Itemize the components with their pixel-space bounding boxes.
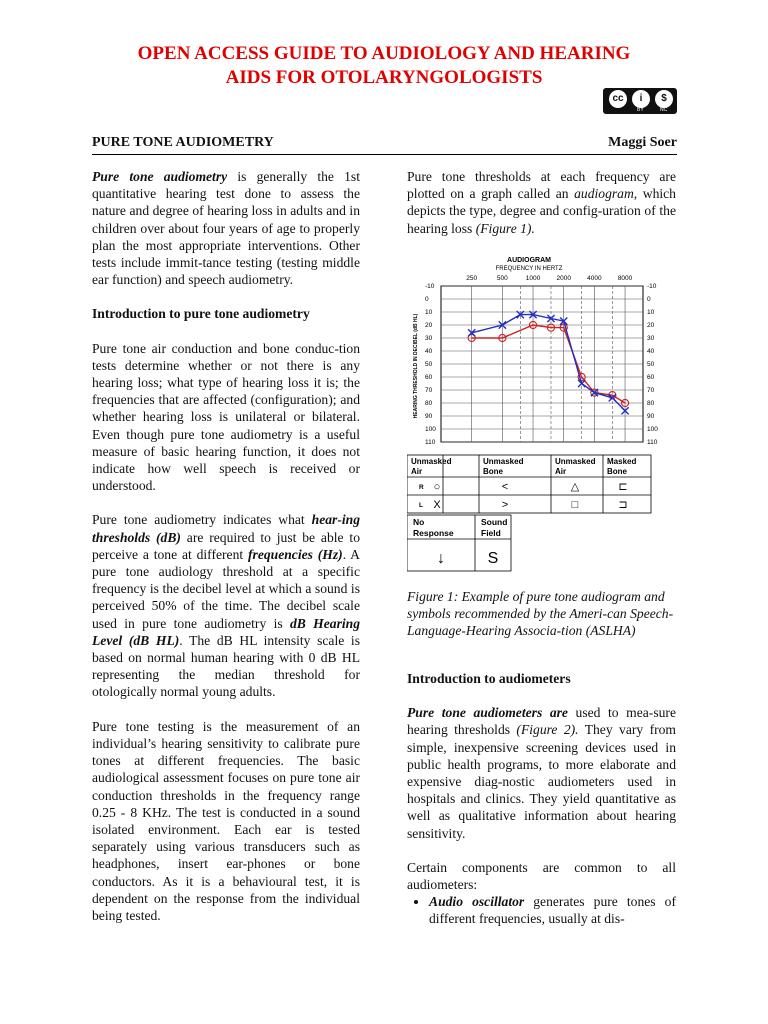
title-line-1: OPEN ACCESS GUIDE TO AUDIOLOGY AND HEARING [137, 43, 631, 64]
paragraph-testing: Pure tone testing is the measurement of an individual’s hearing sensitivity to calibrate pure tones at different frequencies. The basic audiological assessment focuses on pure tone air conduction thresholds in the frequency range 0.25 - 8 KHz. The test is conducted in a sound isolated environment. Each ear is tested separately using various transducers such as headphones, insert ear-phones or bone conductors. As it is a behavioural test, it is dependent on the response from the individual being tested. [92, 718, 360, 923]
chart-title: AUDIOGRAM [507, 257, 551, 264]
chart-subtitle: FREQUENCY IN HERTZ [495, 266, 563, 272]
title-line-2: AIDS FOR OTOLARYNGOLOGISTS [225, 67, 543, 88]
y-tick-label-right: 90 [647, 413, 655, 420]
right-column-top [407, 168, 676, 254]
y-tick-label-right: -10 [647, 283, 657, 290]
x-tick-label: 1000 [525, 275, 541, 282]
y-tick-label-right: 70 [647, 387, 655, 394]
y-tick-label-left: 0 [425, 296, 429, 303]
audiogram-figure [407, 254, 677, 584]
y-tick-label-left: 20 [425, 322, 433, 329]
x-tick-label: 8000 [617, 275, 633, 282]
left-column [92, 168, 360, 941]
legend-symbol: X [433, 499, 441, 511]
paragraph-intro: Pure tone audiometry is generally the 1st quantitative hearing test done to assess the nature and degree of hearing loss in adults and in children over about four years of age to properly plan the most appropriate interventions. Other tests include immit-tance testing (testing middle ear function) and speech audiometry. [92, 169, 360, 288]
legend-header: Air [555, 467, 567, 476]
legend-header: Unmasked [555, 457, 596, 466]
paragraph-components: Certain components are common to all audiometers: [407, 859, 676, 893]
legend-symbol: S [487, 550, 499, 567]
y-tick-label-left: 60 [425, 374, 433, 381]
heading-intro-pta: Introduction to pure tone audiometry [92, 306, 310, 322]
legend-header: Bone [483, 467, 503, 476]
legend-header: Masked [607, 457, 637, 466]
x-tick-label: 250 [466, 275, 478, 282]
license-by: BY [637, 107, 644, 113]
paragraph-audiogram: Pure tone thresholds at each frequency are plotted on a graph called an audiogram, which depicts the type, degree and config-uration of the hearing loss (Figure 1). [407, 169, 676, 236]
paragraph-thresholds: Pure tone audiometry indicates what hear-ing thresholds (dB) are required to just be able to perceive a tone at different frequencies (Hz). A pure tone audiology threshold at a specific frequency is the decibel level at which a sound is perceived 50% of the time. The decibel scale used in pure tone audiometry is dB Hearing Level (dB HL). The dB HL intensity scale is based on normal human hearing with 0 dB HL representing the median threshold for otologically normal young adults. [92, 512, 361, 700]
y-tick-label-right: 20 [647, 322, 655, 329]
y-tick-label-right: 50 [647, 361, 655, 368]
legend-header: No [413, 517, 425, 527]
y-tick-label-left: 80 [425, 400, 433, 407]
y-tick-label-left: 50 [425, 361, 433, 368]
component-list [407, 893, 676, 927]
legend-header: Response [413, 528, 454, 538]
license-nc: NC [660, 107, 668, 113]
list-item: • Audio oscillator generates pure tones of different frequencies, usually at dis- [429, 893, 676, 927]
legend-row-label: L [419, 502, 423, 509]
y-tick-label-left: 70 [425, 387, 433, 394]
legend-header: Field [481, 528, 501, 538]
legend-symbol: △ [570, 481, 580, 493]
legend-symbol: < [501, 481, 509, 493]
y-tick-label-left: 90 [425, 413, 433, 420]
legend-symbol: □ [571, 499, 579, 511]
y-tick-label-right: 60 [647, 374, 655, 381]
y-tick-label-right: 100 [647, 426, 658, 433]
attribution-icon: i [632, 90, 650, 108]
y-tick-label-right: 80 [647, 400, 655, 407]
figure-caption: Figure 1: Example of pure tone audiogram and symbols recommended by the Ameri-can Speech-Language-Hearing Associa-tion (ASLHA) [407, 589, 674, 639]
y-tick-label-right: 0 [647, 296, 651, 303]
y-tick-label-left: 30 [425, 335, 433, 342]
noncommercial-icon: $ [655, 90, 673, 108]
legend-symbol: ⊏ [618, 481, 628, 493]
section-header [92, 135, 677, 155]
legend-row-label: R [419, 484, 424, 491]
right-column-bottom [407, 670, 676, 928]
legend-header: Sound [481, 517, 508, 527]
legend-header: Unmasked [483, 457, 524, 466]
y-tick-label-left: 40 [425, 348, 433, 355]
legend-symbol: ↓ [437, 550, 445, 567]
y-tick-label-right: 30 [647, 335, 655, 342]
author: Maggi Soer [608, 135, 677, 150]
legend-header: Air [411, 467, 423, 476]
heading-audiometers: Introduction to audiometers [407, 671, 571, 686]
x-tick-label: 2000 [556, 275, 571, 282]
legend-header: Unmasked [411, 457, 452, 466]
legend-symbol: > [501, 499, 509, 511]
y-tick-label-left: 110 [425, 439, 436, 446]
y-tick-label-left: 10 [425, 309, 433, 316]
y-tick-label-right: 10 [647, 309, 655, 316]
section-title: PURE TONE AUDIOMETRY [92, 135, 274, 150]
creative-commons-badge [603, 88, 677, 114]
paragraph-audiometers: Pure tone audiometers are used to mea-sure hearing thresholds (Figure 2). They vary from simple, inexpensive screening devices used in public health programs, to more elaborate and expensive diag-nostic audiometers used in hospitals and clinics. They yield quantitative as well as qualitative information about hearing sensitivity. [407, 705, 676, 841]
legend-symbol: ⊐ [618, 499, 628, 511]
series-line [472, 315, 625, 411]
y-axis-label: HEARING THRESHOLD IN DECIBEL (dB HL) [413, 313, 419, 419]
x-tick-label: 500 [496, 275, 508, 282]
document-title [0, 42, 768, 90]
paragraph-tests: Pure tone air conduction and bone conduc-tion tests determine whether or not there is any hearing loss; what type of hearing loss it is; the frequencies that are affected (configuration); and whether hearing loss is unilateral or bilateral. Even though pure tone audiometry is a useful measure of basic hearing function, it does not indicate how well speech is received or understood. [92, 340, 360, 494]
y-tick-label-left: 100 [425, 426, 436, 433]
x-tick-label: 4000 [587, 275, 602, 282]
legend-symbol: ○ [433, 481, 441, 493]
cc-logo-icon: cc [609, 90, 627, 108]
y-tick-label-right: 40 [647, 348, 655, 355]
y-tick-label-right: 110 [647, 439, 658, 446]
y-tick-label-left: -10 [425, 283, 435, 290]
legend-header: Bone [607, 467, 627, 476]
